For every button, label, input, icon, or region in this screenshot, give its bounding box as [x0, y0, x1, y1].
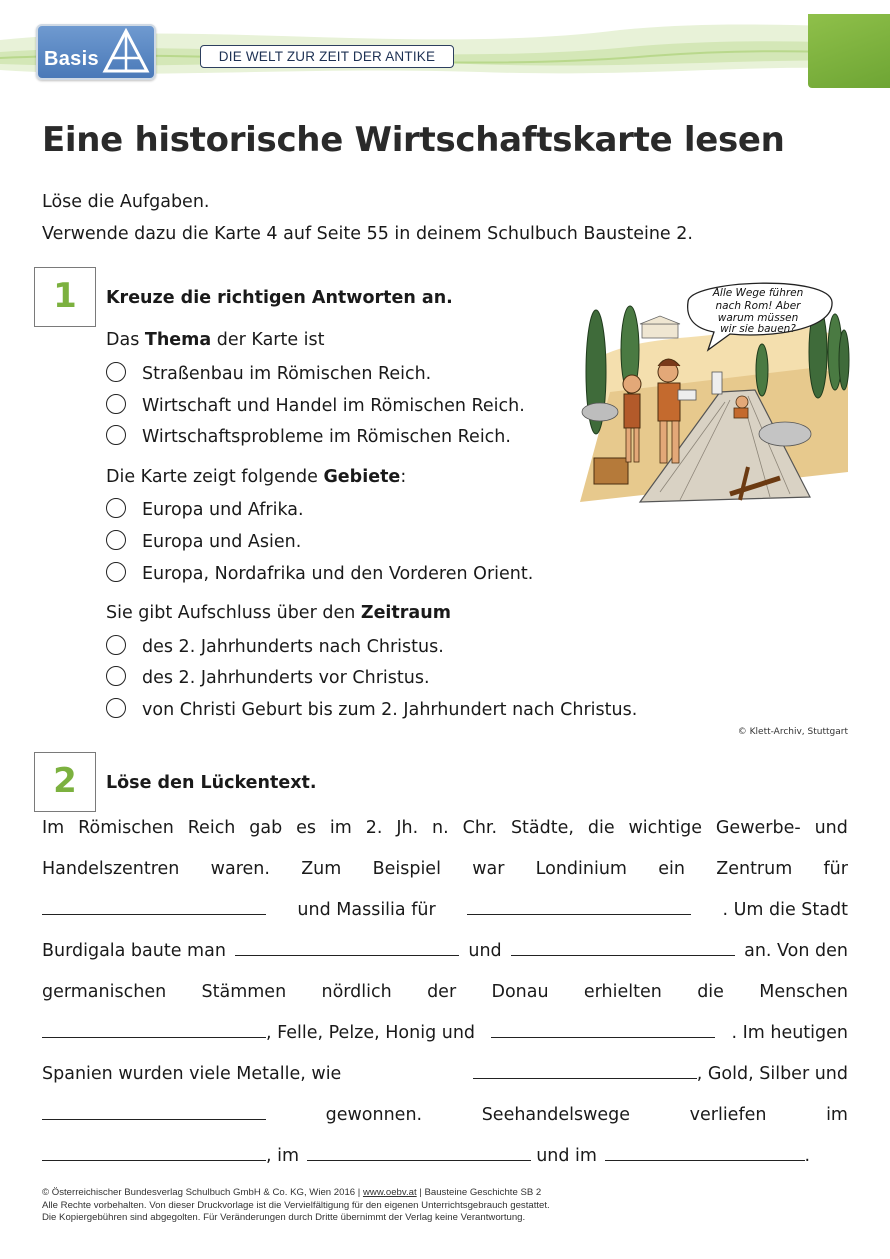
- radio-circle-icon[interactable]: [106, 362, 126, 382]
- cloze-word: Londinium: [535, 859, 627, 879]
- cloze-text: [42, 814, 848, 1174]
- task-1-number: 1: [34, 267, 96, 327]
- publisher-link[interactable]: www.oebv.at: [362, 1187, 417, 1198]
- cloze-word: Römischen: [78, 818, 174, 838]
- cloze-word: Im: [42, 818, 65, 838]
- cloze-word: Gewerbe-: [715, 818, 801, 838]
- cloze-word: Menschen: [759, 982, 848, 1002]
- cloze-blank-group: [42, 1019, 475, 1047]
- option-gebiete-3[interactable]: [106, 562, 533, 586]
- blank-field[interactable]: [42, 1142, 266, 1161]
- cloze-text-segment: Burdigala baute man: [42, 941, 226, 961]
- cloze-word: Stämmen: [201, 982, 287, 1002]
- cloze-text-segment: , Felle, Pelze, Honig und: [266, 1023, 476, 1043]
- cloze-text-segment: an. Von den: [744, 941, 848, 961]
- cloze-word: ein: [658, 859, 685, 879]
- cloze-word: die: [697, 982, 724, 1002]
- option-label: des 2. Jahrhunderts nach Christus.: [142, 637, 444, 657]
- cloze-text-segment: . Im heutigen: [731, 1023, 848, 1043]
- radio-circle-icon[interactable]: [106, 394, 126, 414]
- cloze-text-segment: , Gold, Silber und: [696, 1064, 848, 1084]
- cloze-word: n.: [432, 818, 449, 838]
- svg-text:nach Rom! Aber: nach Rom! Aber: [715, 300, 801, 312]
- cloze-word: 2.: [365, 818, 383, 838]
- option-label: Europa und Asien.: [142, 532, 302, 552]
- basis-logo: [36, 24, 156, 80]
- option-zeitraum-1[interactable]: [106, 635, 444, 659]
- cloze-word: Reich: [187, 818, 236, 838]
- option-label: des 2. Jahrhunderts vor Christus.: [142, 668, 430, 688]
- footer-line-2: Alle Rechte vorbehalten. Von dieser Druckvorlage ist die Vervielfältigung für den eigenen Unterrichtsgebrauch gestattet.: [42, 1199, 550, 1211]
- blank-field[interactable]: [42, 1101, 266, 1120]
- question-keyword: Gebiete: [323, 467, 401, 487]
- radio-circle-icon[interactable]: [106, 425, 126, 445]
- radio-circle-icon[interactable]: [106, 498, 126, 518]
- cloze-text-segment: und Massilia für: [297, 900, 436, 920]
- question-text: :: [400, 467, 407, 487]
- footer-text: © Österreichischer Bundesverlag Schulbuch GmbH & Co. KG, Wien 2016 |: [42, 1187, 363, 1198]
- option-label: von Christi Geburt bis zum 2. Jahrhundert nach Christus.: [142, 700, 638, 720]
- cloze-blank-group: [473, 1060, 848, 1088]
- footer-legal: [42, 1187, 550, 1225]
- svg-text:warum müssen: warum müssen: [717, 312, 799, 324]
- task-2-title: Löse den Lückentext.: [106, 773, 317, 793]
- cloze-word: war: [472, 859, 505, 879]
- image-credit: © Klett-Archiv, Stuttgart: [737, 727, 848, 737]
- cloze-word: es: [296, 818, 317, 838]
- cloze-line-6: [42, 1019, 848, 1047]
- footer-line-1: [42, 1187, 550, 1200]
- question-text: Die Karte zeigt folgende: [106, 467, 324, 487]
- footer-line-3: Die Kopiergebühren sind abgegolten. Für Veränderungen durch Dritte übernimmt der Verlag keine Verantwortung.: [42, 1212, 526, 1223]
- cloze-text-segment: .: [804, 1146, 811, 1166]
- option-thema-3[interactable]: [106, 425, 511, 449]
- pyramid-icon: [102, 28, 150, 74]
- blank-field[interactable]: [605, 1142, 805, 1161]
- cloze-word: waren.: [210, 859, 270, 879]
- cloze-word: und: [814, 818, 848, 838]
- cloze-word: für: [823, 859, 848, 879]
- option-thema-1[interactable]: [106, 362, 431, 386]
- page-title: Eine historische Wirtschaftskarte lesen: [42, 120, 785, 160]
- intro-line-1: Löse die Aufgaben.: [42, 192, 210, 212]
- question-text: Das: [106, 330, 145, 350]
- footer-text: | Bausteine Geschichte SB 2: [416, 1187, 542, 1198]
- cloze-word: gab: [249, 818, 283, 838]
- radio-circle-icon[interactable]: [106, 666, 126, 686]
- cloze-line-9: [42, 1142, 848, 1170]
- logo-text: Basis: [44, 48, 99, 70]
- cloze-word: gewonnen.: [325, 1105, 423, 1125]
- cloze-line-2: [42, 855, 848, 883]
- question-keyword: Zeitraum: [360, 603, 451, 623]
- option-zeitraum-2[interactable]: [106, 666, 430, 690]
- cloze-word: Städte,: [510, 818, 574, 838]
- series-label: DIE WELT ZUR ZEIT DER ANTIKE: [200, 45, 454, 68]
- cloze-text-segment: . Um die Stadt: [722, 900, 848, 920]
- blank-field[interactable]: [491, 1019, 715, 1038]
- radio-circle-icon[interactable]: [106, 530, 126, 550]
- cloze-word: Chr.: [462, 818, 498, 838]
- cloze-word: im: [826, 1105, 848, 1125]
- svg-text:Alle Wege führen: Alle Wege führen: [712, 287, 804, 299]
- cloze-word: Seehandelswege: [481, 1105, 631, 1125]
- option-label: Europa, Nordafrika und den Vorderen Orient.: [142, 564, 534, 584]
- blank-field[interactable]: [235, 937, 459, 956]
- task-2-number: 2: [34, 752, 96, 812]
- intro-line-2: Verwende dazu die Karte 4 auf Seite 55 in deinem Schulbuch Bausteine 2.: [42, 224, 693, 244]
- blank-field[interactable]: [467, 896, 691, 915]
- blank-field[interactable]: [511, 937, 735, 956]
- option-label: Straßenbau im Römischen Reich.: [142, 364, 432, 384]
- question-zeitraum: [106, 603, 451, 623]
- cloze-line-8: [42, 1101, 848, 1129]
- roman-road-cartoon: [580, 272, 852, 512]
- cloze-word: die: [587, 818, 615, 838]
- cloze-word: wichtige: [628, 818, 702, 838]
- cloze-text-segment: , im: [266, 1146, 300, 1166]
- blank-field[interactable]: [42, 896, 266, 915]
- cloze-word: Handelszentren: [42, 859, 180, 879]
- question-thema: [106, 330, 325, 350]
- question-text: Sie gibt Aufschluss über den: [106, 603, 361, 623]
- cloze-line-1: [42, 814, 848, 842]
- option-label: Europa und Afrika.: [142, 500, 304, 520]
- cloze-line-7: [42, 1060, 848, 1088]
- blank-field[interactable]: [473, 1060, 697, 1079]
- question-gebiete: [106, 467, 406, 487]
- task-1-title: Kreuze die richtigen Antworten an.: [106, 288, 453, 308]
- cloze-line-3: [42, 896, 848, 924]
- option-label: Wirtschaftsprobleme im Römischen Reich.: [142, 427, 511, 447]
- blank-field[interactable]: [42, 1019, 266, 1038]
- cloze-word: Zum: [301, 859, 342, 879]
- cloze-word: Jh.: [396, 818, 419, 838]
- cloze-line-4: [42, 937, 848, 965]
- cloze-text-segment: Spanien wurden viele Metalle, wie: [42, 1064, 342, 1084]
- cloze-word: verliefen: [689, 1105, 767, 1125]
- blank-field[interactable]: [307, 1142, 531, 1161]
- cloze-line-5: [42, 978, 848, 1006]
- svg-text:wir sie bauen?: wir sie bauen?: [720, 323, 796, 335]
- cloze-word: Donau: [491, 982, 549, 1002]
- cloze-text-segment: und: [468, 941, 502, 961]
- radio-circle-icon[interactable]: [106, 635, 126, 655]
- cloze-word: Beispiel: [372, 859, 441, 879]
- question-text: der Karte ist: [211, 330, 325, 350]
- option-thema-2[interactable]: [106, 394, 525, 418]
- cloze-word: erhielten: [583, 982, 662, 1002]
- option-gebiete-1[interactable]: [106, 498, 304, 522]
- intro-text: [42, 186, 693, 250]
- option-gebiete-2[interactable]: [106, 530, 301, 554]
- cloze-text-segment: und im: [536, 1146, 597, 1166]
- question-keyword: Thema: [144, 330, 212, 350]
- radio-circle-icon[interactable]: [106, 698, 126, 718]
- option-zeitraum-3[interactable]: [106, 698, 637, 722]
- radio-circle-icon[interactable]: [106, 562, 126, 582]
- corner-accent: [808, 14, 890, 88]
- cloze-word: Zentrum: [716, 859, 793, 879]
- option-label: Wirtschaft und Handel im Römischen Reich.: [142, 396, 525, 416]
- cloze-word: der: [427, 982, 457, 1002]
- cloze-word: nördlich: [321, 982, 392, 1002]
- cloze-word: im: [329, 818, 352, 838]
- cloze-word: germanischen: [42, 982, 167, 1002]
